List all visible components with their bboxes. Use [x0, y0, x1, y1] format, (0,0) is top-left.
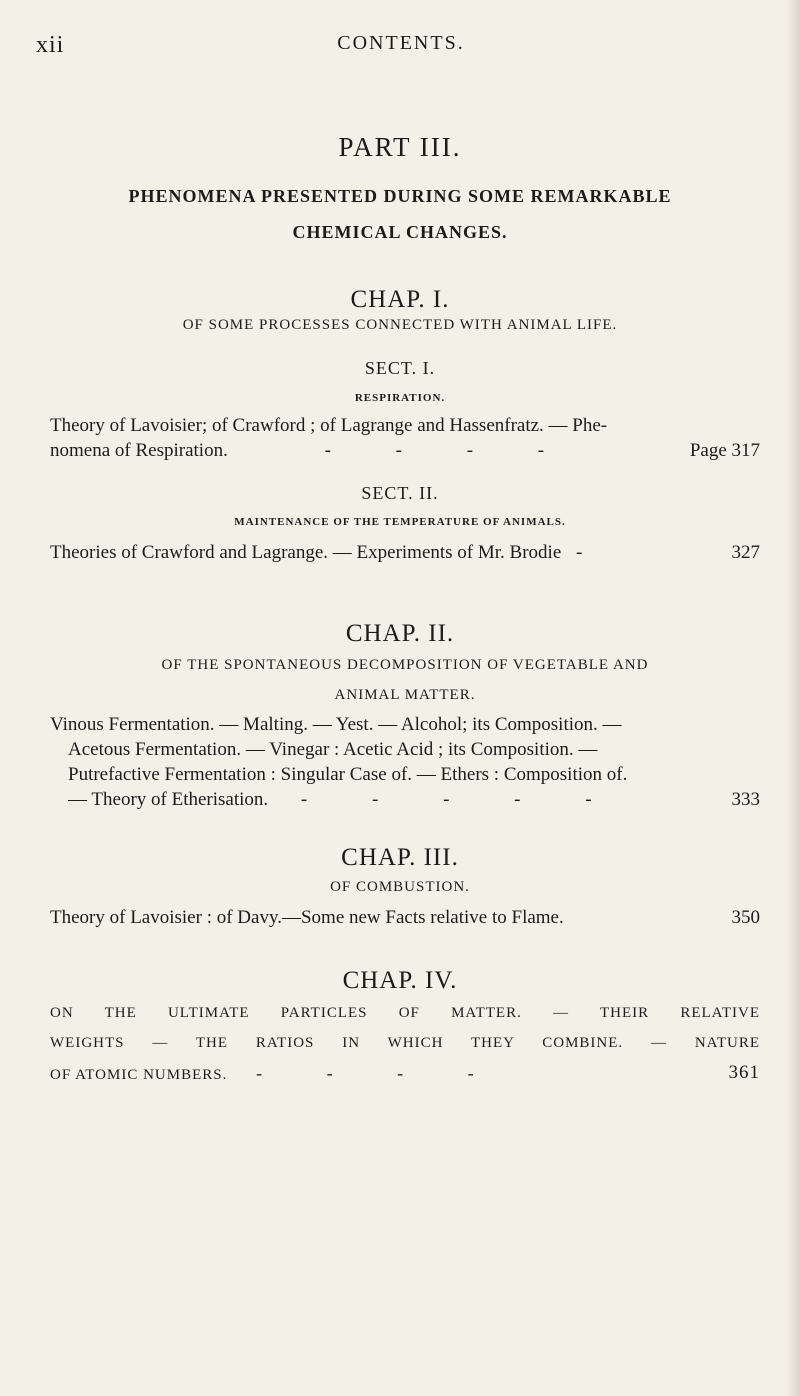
chapter-subtitle: OF SOME PROCESSES CONNECTED WITH ANIMAL LIFE.	[182, 317, 618, 333]
entry-text: Theory of Lavoisier : of Davy.—Some new Facts relative to Flame.	[50, 907, 564, 928]
page-edge-shadow	[786, 0, 800, 1396]
chapter-subtitle-text: OF ATOMIC NUMBERS.	[50, 1067, 228, 1083]
running-title: CONTENTS.	[337, 32, 465, 54]
page-reference: 350	[731, 907, 760, 928]
leader-dots: - - - - -	[300, 789, 622, 810]
page-reference: 361	[728, 1062, 760, 1083]
entry-text: — Theory of Etherisation.	[68, 789, 269, 810]
leader-dots: - - - -	[256, 1063, 504, 1083]
entry-text: Theories of Crawford and Lagrange. — Experiments of Mr. Brodie	[50, 542, 562, 563]
section-subtitle: MAINTENANCE OF THE TEMPERATURE OF ANIMALS.	[234, 516, 566, 528]
chapter-heading: CHAP. II.	[345, 620, 455, 647]
toc-entry	[50, 540, 760, 565]
chapter-subtitle	[50, 650, 760, 710]
entry-text: nomena of Respiration.	[50, 440, 228, 461]
chapter-subtitle-line-last	[50, 1058, 760, 1090]
entry-line-last	[50, 905, 760, 930]
section-heading: SECT. II.	[361, 483, 439, 503]
entry-line: Theory of Lavoisier; of Crawford ; of Lagrange and Hassenfratz. — Phe-	[50, 415, 608, 436]
part-subtitle-line: PHENOMENA PRESENTED DURING SOME REMARKABLE	[128, 186, 672, 206]
chapter-subtitle-line: WEIGHTS — THE RATIOS IN WHICH THEY COMBINE. — NATURE	[50, 1035, 760, 1051]
page-reference: 333	[731, 789, 760, 810]
chapter-subtitle	[50, 998, 760, 1090]
folio-number: xii	[36, 32, 65, 58]
chapter-subtitle-line: OF THE SPONTANEOUS DECOMPOSITION OF VEGETABLE AND	[161, 657, 649, 673]
entry-line: Putrefactive Fermentation : Singular Case of. — Ethers : Composition of.	[68, 764, 628, 785]
chapter-subtitle: OF COMBUSTION.	[330, 879, 470, 895]
chapter-heading: CHAP. I.	[350, 286, 450, 313]
page-reference: 327	[731, 542, 760, 563]
toc-entry	[50, 905, 760, 930]
entry-line-last	[50, 438, 760, 463]
entry-line-last	[50, 540, 760, 565]
leader-dots: - - - -	[324, 440, 575, 461]
section-subtitle: RESPIRATION.	[354, 392, 446, 404]
running-head	[36, 32, 766, 62]
entry-line-last	[50, 787, 760, 812]
section-heading: SECT. I.	[364, 358, 436, 378]
leader-dots: -	[576, 542, 613, 563]
part-subtitle-line: CHEMICAL CHANGES.	[292, 222, 508, 242]
chapter-heading: CHAP. III.	[341, 844, 459, 871]
page-reference: Page 317	[689, 440, 760, 461]
chapter-subtitle-line: ON THE ULTIMATE PARTICLES OF MATTER. — THEIR RELATIVE	[50, 1005, 760, 1021]
part-title: PART III.	[338, 132, 462, 162]
chapter-subtitle-line: ANIMAL MATTER.	[334, 687, 476, 703]
entry-line: Vinous Fermentation. — Malting. — Yest. — Alcohol; its Composition. —	[50, 714, 622, 735]
chapter-heading: CHAP. IV.	[342, 967, 458, 994]
part-subtitle	[120, 178, 680, 250]
toc-entry	[50, 712, 760, 812]
toc-entry	[50, 413, 760, 463]
entry-line: Acetous Fermentation. — Vinegar : Acetic Acid ; its Composition. —	[68, 739, 598, 760]
